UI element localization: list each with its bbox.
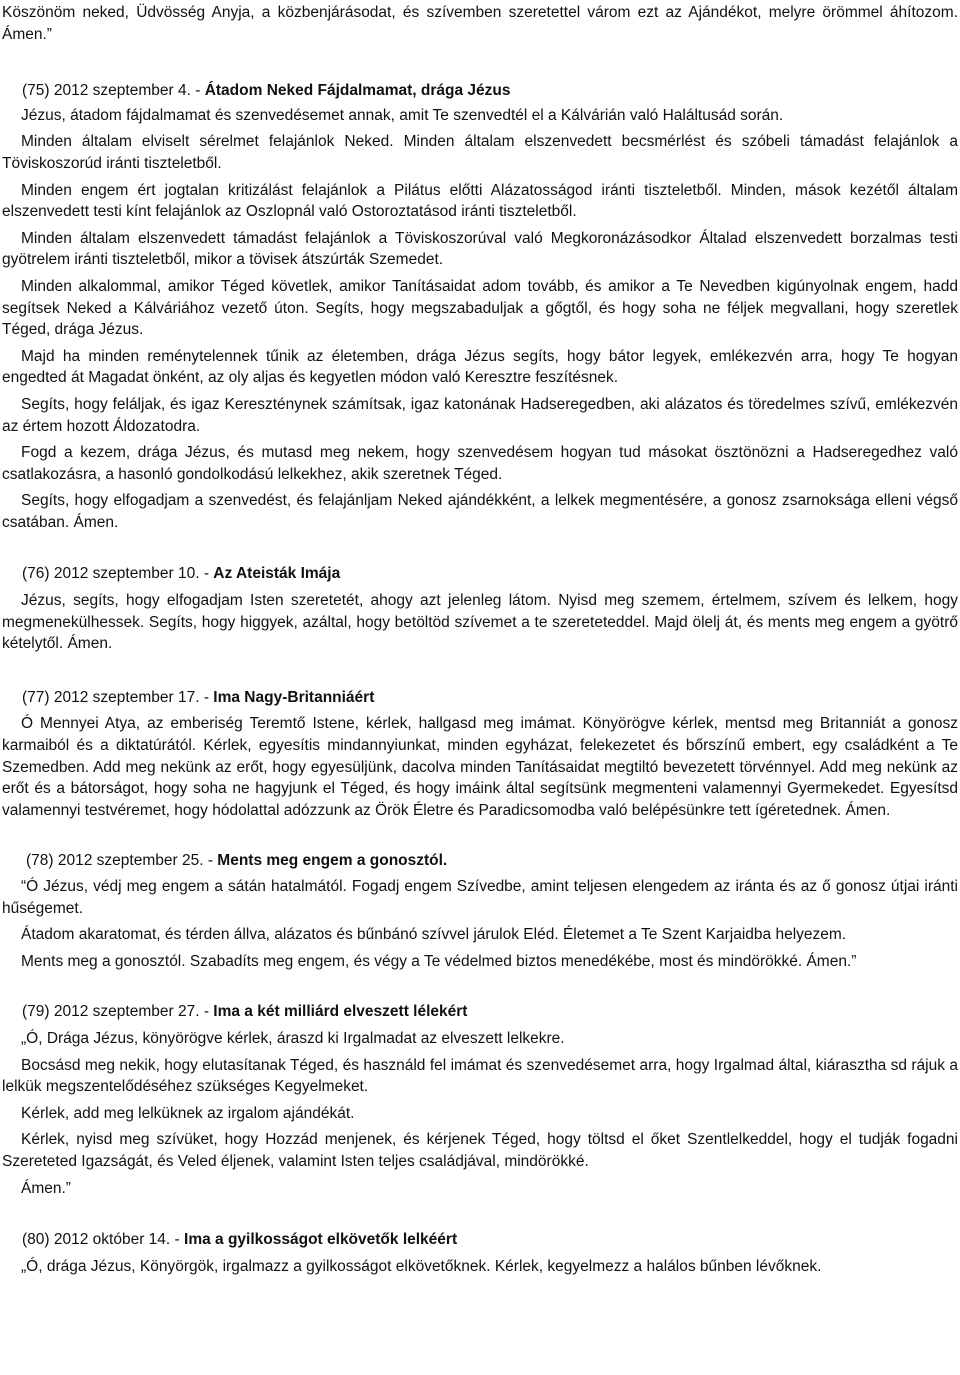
section-dash: - bbox=[203, 852, 218, 870]
section-date: 2012 szeptember 17. bbox=[53, 688, 200, 706]
paragraph: Minden engem ért jogtalan kritizálást felajánlok a Pilátus előtti Alázatosságod iránti tiszteletből. Minden, mások kezétől általam elszenvedett testi kínt felajánlok az Oszlopnál való Ostoroztatásod iránti tiszteletből. bbox=[2, 181, 958, 221]
paragraph: Fogd a kezem, drága Jézus, és mutasd meg nekem, hogy szenvedésem hogyan tud másokat ösztönözni a Hadseregedhez való csatlakozásra, a hasonló gondolkodású lelkekhez, akik szeretnek Téged. bbox=[2, 444, 958, 483]
section-80 bbox=[2, 1229, 958, 1277]
section-75 bbox=[2, 80, 958, 533]
paragraph: Bocsásd meg nekik, hogy elutasítanak Téged, és használd fel imámat és szenvedésemet arra, hogy Irgalmad által, kiárasztha sd rájuk a lelkük megszentelődéséhez szükséges Kegyelmeket. bbox=[2, 1056, 958, 1096]
section-dash: - bbox=[199, 688, 214, 706]
paragraph: Átadom akaratomat, és térden állva, alázatos és bűnbánó szívvel járulok Eléd. Életemet a Te Szent Karjaidba helyezem. bbox=[21, 926, 847, 944]
section-heading bbox=[2, 850, 958, 872]
section-number: (78) bbox=[26, 852, 54, 870]
section-date: 2012 október 14. bbox=[53, 1231, 171, 1249]
section-date: 2012 szeptember 27. bbox=[53, 1003, 200, 1021]
document-page bbox=[0, 2, 960, 1277]
paragraph: „Ó, Drága Jézus, könyörögve kérlek, áraszd ki Irgalmadat az elveszett lelkekre. bbox=[21, 1029, 565, 1047]
section-heading bbox=[2, 1001, 958, 1023]
paragraph: Minden általam elviselt sérelmet felajánlok Neked. Minden általam elszenvedett becsmérlést és szóbeli támadást felajánlok a Töviskoszorúd iránti tiszteletből. bbox=[2, 133, 958, 172]
paragraph: „Ó, drága Jézus, Könyörgök, irgalmazz a gyilkosságot elkövetőknek. Kérlek, kegyelmezz a halálos bűnben lévőknek. bbox=[21, 1257, 822, 1275]
section-heading bbox=[2, 563, 958, 585]
section-title: Ima a két milliárd elveszett lélekért bbox=[213, 1003, 468, 1021]
paragraph: Minden általam elszenvedett támadást felajánlok a Töviskoszorúval való Megkoronázásodkor Általad elszenvedett borzalmas testi gyötrelem iránti tiszteletből, mikor a tövisek átszúrták Szemedet. bbox=[2, 229, 958, 269]
section-number: (80) bbox=[22, 1231, 50, 1249]
section-dash: - bbox=[170, 1231, 185, 1249]
paragraph: Segíts, hogy elfogadjam a szenvedést, és felajánljam Neked ajándékként, a lelkek megmentésére, a gonosz zsarnoksága elleni végső csatában. Ámen. bbox=[2, 492, 958, 531]
paragraph: Kérlek, add meg lelküknek az irgalom ajándékát. bbox=[21, 1104, 355, 1122]
section-77 bbox=[2, 687, 958, 822]
section-76 bbox=[2, 563, 958, 654]
section-title: Ments meg engem a gonosztól. bbox=[217, 852, 448, 870]
section-title: Ima Nagy-Britanniáért bbox=[213, 688, 375, 706]
section-title: Átadom Neked Fájdalmamat, drága Jézus bbox=[204, 82, 511, 100]
paragraph: Minden alkalommal, amikor Téged követlek, amikor Tanításaidat adom tovább, és amikor a Te Nevedben kigúnyolnak engem, hadd segítsek Neked a Kálváriához vezető úton. Segíts, hogy megszabaduljak a gőgtől, és hogy soha ne féljek megvallani, hogy szeretlek Téged, drága Jézus. bbox=[2, 277, 958, 339]
section-number: (76) bbox=[22, 565, 50, 583]
section-number: (77) bbox=[22, 688, 50, 706]
section-dash: - bbox=[199, 565, 214, 583]
section-heading bbox=[2, 80, 958, 102]
section-number: (75) bbox=[22, 82, 50, 100]
paragraph: Segíts, hogy feláljak, és igaz Kereszténynek számítsak, igaz katonának Hadseregedben, aki alázatos és töredelmes szívű, emlékezvén az értem hozott Áldozatodra. bbox=[2, 395, 958, 435]
paragraph: Jézus, segíts, hogy elfogadjam Isten szeretetét, ahogy azt jelenleg látom. Nyisd meg szemem, értelmem, szívem és lelkem, hogy megmenekülhessek. Segíts, hogy higgyek, azáltal, hogy betöltöd szívemet a te szereteteddel. Majd ölelj át, és ments meg engem a gyötrő kételytől. Ámen. bbox=[2, 592, 958, 653]
section-79 bbox=[2, 1001, 958, 1199]
paragraph: Ó Mennyei Atya, az emberiség Teremtő Istene, kérlek, hallgasd meg imámat. Könyörögve kérlek, mentsd meg Britanniát a gonosz karmaiból és a diktatúrától. Kérlek, egyesítis mindannyiunkat, minden egyházat, felekezetet és bőrszínű embert, egy családként a Te Szemedben. Add meg nekünk az erőt, hogy egyesüljünk, dacolva minden Tanításaidat megtiltó bevezetett törvénnyel. Add meg nekünk az erőt és a bátorságot, hogy soha ne hagyjunk el Téged, és hogy imáink által segítsünk megmenteni valamennyi Gyermekedet. Egyesítsd valamennyi testvéremet, hogy hódolattal adózzunk az Örök Életre és Paradicsomodba való belépésünkre tett ígéretednek. Ámen. bbox=[2, 715, 958, 819]
intro-closing: Köszönöm neked, Üdvösség Anyja, a közbenjárásodat, és szívemben szeretettel várom ezt az Ajándékot, melyre örömmel áhítozom. Ámen.” bbox=[2, 4, 958, 43]
section-date: 2012 szeptember 25. bbox=[57, 852, 204, 870]
section-78 bbox=[2, 850, 958, 972]
section-dash: - bbox=[190, 82, 205, 100]
paragraph: “Ó Jézus, védj meg engem a sátán hatalmától. Fogadj engem Szívedbe, amint teljesen elengedem az iránta és az ő gonosz útjai iránti hűségemet. bbox=[2, 878, 958, 917]
section-number: (79) bbox=[22, 1003, 50, 1021]
section-dash: - bbox=[199, 1003, 214, 1021]
paragraph: Ámen.” bbox=[21, 1179, 71, 1197]
section-title: Ima a gyilkosságot elkövetők lelkéért bbox=[184, 1231, 458, 1249]
section-date: 2012 szeptember 10. bbox=[53, 565, 200, 583]
paragraph: Kérlek, nyisd meg szívüket, hogy Hozzád menjenek, és kérjenek Téged, hogy töltsd el őket Szentlelkeddel, hogy el tudják fogadni Szereteted Igazságát, és Veled éljenek, valamint Isten teljes családjával, mindörökké. bbox=[2, 1131, 958, 1170]
paragraph: Jézus, átadom fájdalmamat és szenvedésemet annak, amit Te szenvedtél el a Kálvárián való Haláltusád során. bbox=[21, 106, 784, 124]
section-title: Az Ateisták Imája bbox=[213, 565, 341, 583]
section-heading bbox=[2, 687, 958, 709]
section-heading bbox=[2, 1229, 958, 1251]
section-date: 2012 szeptember 4. bbox=[53, 82, 191, 100]
paragraph: Majd ha minden reménytelennek tűnik az életemben, drága Jézus segíts, hogy bátor legyek, emlékezvén arra, hogy Te hogyan engedted át Magadat önként, az oly aljas és kegyetlen módon való Keresztre feszítésnek. bbox=[2, 347, 958, 387]
paragraph: Ments meg a gonosztól. Szabadíts meg engem, és végy a Te védelmed biztos menedékébe, most és mindörökké. Ámen.” bbox=[21, 952, 857, 970]
